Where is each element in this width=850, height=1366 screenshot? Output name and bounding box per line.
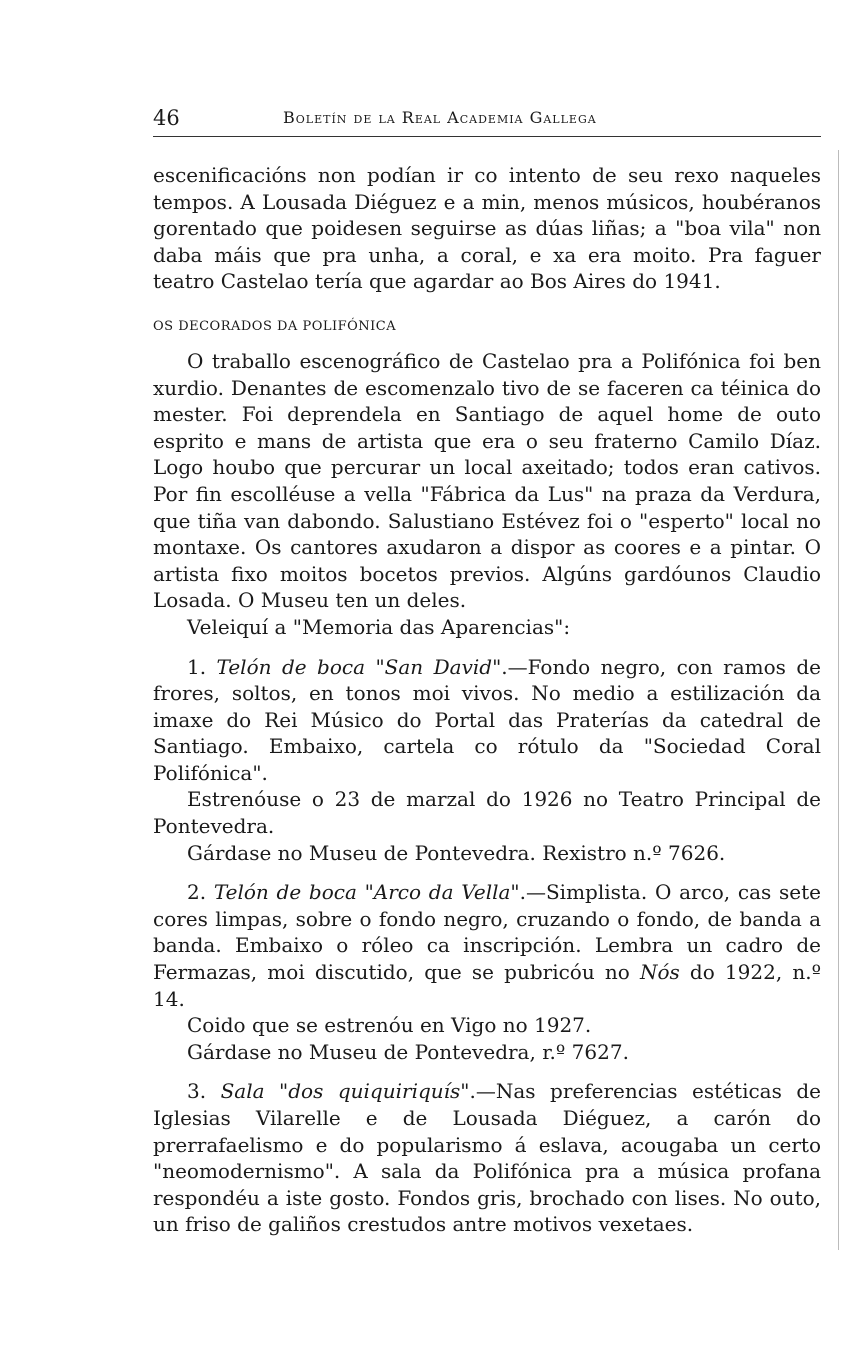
- item-3-number: 3.: [187, 1079, 207, 1104]
- item-2-journal-title: Nós: [639, 960, 680, 985]
- list-item-1: [153, 654, 821, 867]
- section-heading: OS DECORADOS DA POLIFÓNICA: [153, 318, 397, 334]
- item-1-note-1: Estrenóuse o 23 de marzal do 1926 no Teatro Principal de Pontevedra.: [153, 787, 821, 839]
- item-3-title: Sala "dos quiquiriquís": [220, 1079, 470, 1104]
- body-text: [153, 162, 821, 1238]
- page-number: 46: [153, 106, 180, 130]
- item-1-title: Telón de boca "San David": [216, 654, 502, 679]
- list-item-2: [153, 879, 821, 1065]
- item-1-description: .—Fondo negro, con ramos de frores, soltos, en tonos moi vivos. No medio a estilización da imaxe do Rei Músico do Portal das Praterías da catedral de Santiago. Embaixo, cartela co rótulo da "Sociedad Coral Polifónica".: [153, 654, 821, 785]
- running-title: Boletín de la Real Academia Gallega: [283, 108, 597, 127]
- section-paragraph-1: O traballo escenográfico de Castelao pra a Polifónica foi ben xurdio. Denantes de escomenzalo tivo de se faceren ca téinica do mester. Foi deprendela en Santiago de aquel home de outo esprito e mans de artista que era o seu fraterno Camilo Díaz. Logo houbo que percurar un local axeitado; todos eran cativos. Por fin escolléuse a vella "Fábrica da Lus" na praza da Verdura, que tiña van dabondo. Salustiano Estévez foi o "esperto" local no montaxe. Os cantores axudaron a dispor as coores e a pintar. O artista fixo moitos bocetos previos. Algúns gardóunos Claudio Losada. O Museu ten un deles.: [153, 348, 821, 613]
- item-2-title: Telón de boca "Arco da Vella": [213, 880, 520, 905]
- item-2-note-1: Coido que se estrenóu en Vigo no 1927.: [187, 1013, 592, 1038]
- section-paragraph-2: Veleiquí a "Memoria das Aparencias":: [187, 614, 571, 639]
- page-header: [153, 106, 821, 137]
- item-1-note-2: Gárdase no Museu de Pontevedra. Rexistro n.º 7626.: [187, 840, 726, 865]
- item-1-text: [153, 654, 821, 787]
- item-3-text: [153, 1078, 821, 1238]
- scan-edge-mark: [838, 150, 839, 1250]
- intro-paragraph: escenificacións non podían ir co intento de seu rexo naqueles tempos. A Lousada Diéguez e a min, menos músicos, houbéranos gorentado que poidesen seguirse as dúas liñas; a "boa vila" non daba máis que pra unha, a coral, e xa era moito. Pra faguer teatro Castelao tería que agardar ao Bos Aires do 1941.: [153, 163, 821, 294]
- item-2-description-start: .—Simplista. O arco, cas sete cores limpas, sobre o fondo negro, cruzando o fondo, de banda a banda. Embaixo o róleo ca inscripción. Lembra un cadro de Fermazas, moi discutido, que se pubricóu no: [153, 880, 821, 985]
- item-2-text: [153, 879, 821, 1012]
- item-2-note-2: Gárdase no Museu de Pontevedra, r.º 7627.: [187, 1039, 629, 1064]
- item-2-number: 2.: [187, 880, 207, 905]
- list-item-3: [153, 1078, 821, 1238]
- item-2-description-end: do 1922, n.º 14.: [153, 960, 821, 1011]
- item-3-description: .—Nas preferencias estéticas de Iglesias Vilarelle e de Lousada Diéguez, a carón do prerrafaelismo e do popularismo á eslava, acougaba un certo "neomodernismo". A sala da Polifónica pra a música profana respondéu a iste gosto. Fondos gris, brochado con lises. No outo, un friso de galiños crestudos antre motivos vexetaes.: [153, 1079, 821, 1237]
- item-1-number: 1.: [187, 654, 207, 679]
